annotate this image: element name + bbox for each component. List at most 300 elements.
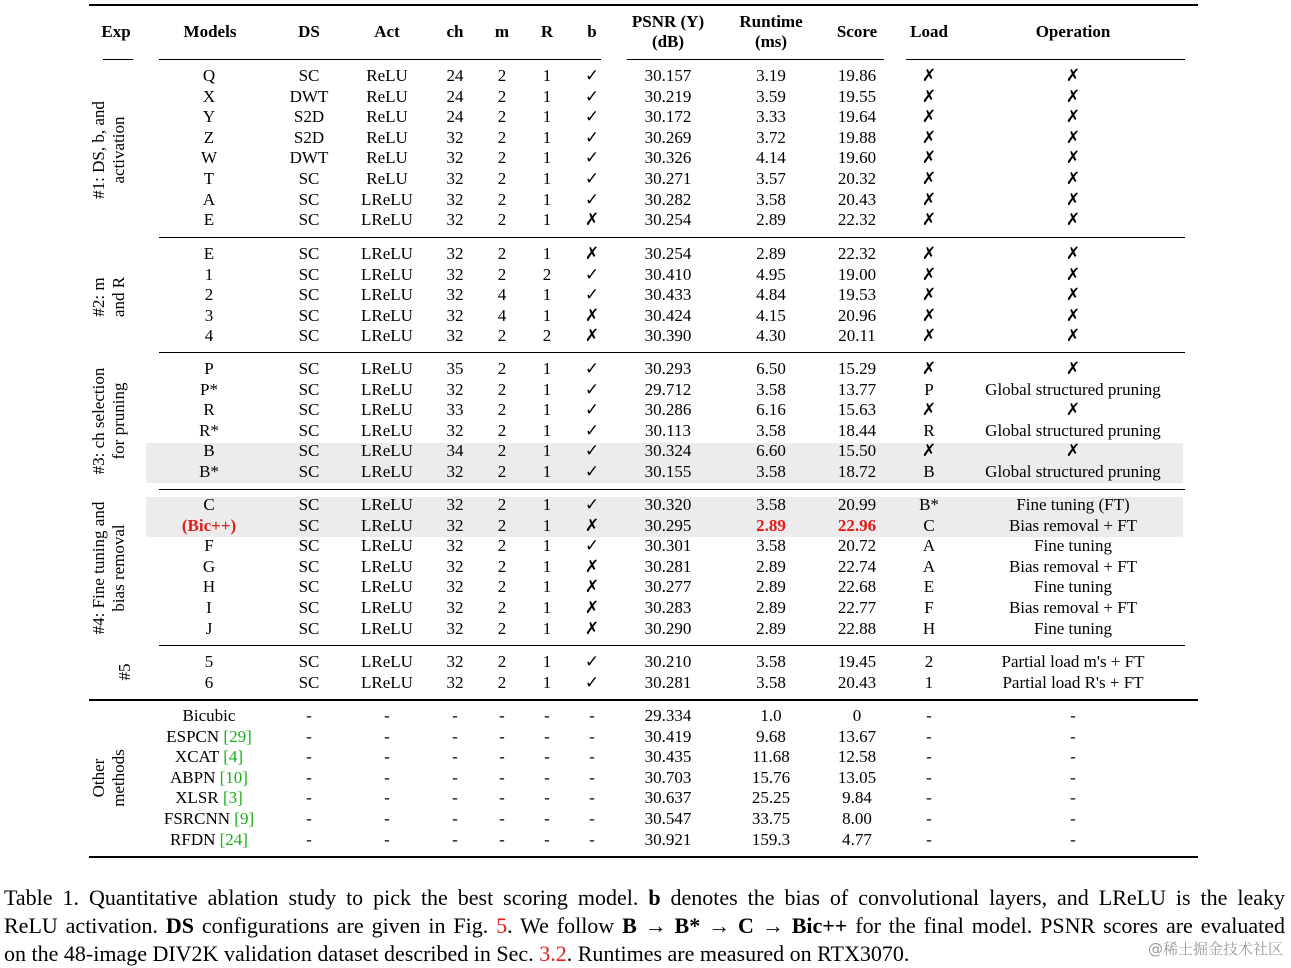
cell-psnr: 30.219 [644, 86, 692, 106]
cell-r: - [544, 747, 550, 767]
cell-psnr: 30.113 [644, 420, 692, 440]
cell-ds: SC [298, 495, 320, 514]
header-runtime-line1: Runtime [739, 12, 803, 31]
cell-model: I [206, 598, 212, 617]
cell-ds: SC [298, 285, 320, 305]
cell-ds: SC [298, 359, 320, 378]
cell-load: P [924, 379, 934, 399]
cell-r: - [544, 788, 550, 808]
cell-ds: SC [298, 66, 320, 85]
cell-r: 1 [542, 107, 552, 127]
cell-ch: 32 [446, 536, 464, 556]
cell-score: 19.45 [837, 652, 877, 671]
cell-m: 2 [497, 462, 507, 481]
cell-psnr: 30.254 [644, 210, 692, 230]
cell-score: 19.86 [837, 66, 877, 85]
cell-model: (Bic++) [181, 515, 237, 535]
cell-act: LReLU [361, 379, 413, 399]
group-label-text: activation [109, 116, 128, 184]
cell-psnr: 30.637 [644, 788, 692, 808]
cell-load: ✗ [921, 127, 937, 147]
cell-b: ✓ [584, 148, 600, 168]
caption-line: Table 1. Quantitative ablation study to pick the best scoring model. b denotes the bias of convolutional layers, and LReLU is the leaky [4, 885, 1285, 910]
cell-r: 1 [542, 244, 552, 263]
cell-model: J [205, 618, 213, 638]
cell-r: - [544, 767, 550, 787]
cell-ds: SC [298, 672, 320, 692]
cell-runtime: 6.50 [756, 359, 786, 378]
cell-load: - [926, 788, 932, 808]
cell-psnr: 30.435 [644, 747, 692, 767]
cell-ds: SC [298, 556, 320, 576]
cell-m: 2 [497, 86, 507, 106]
cell-score: 20.43 [837, 672, 877, 692]
cell-b: - [589, 726, 595, 746]
cell-b: ✓ [584, 169, 600, 188]
header-rule-exp [103, 59, 133, 60]
cell-score: 19.60 [837, 148, 877, 168]
cell-b: ✓ [584, 127, 600, 147]
cell-op: - [1070, 747, 1076, 767]
cell-load: 2 [924, 652, 934, 671]
cell-score: 22.77 [837, 598, 877, 617]
cell-m: - [499, 829, 505, 849]
cell-m: 2 [497, 264, 507, 284]
cell-op: - [1070, 788, 1076, 808]
cell-op: ✗ [1065, 305, 1081, 325]
cell-act: ReLU [366, 169, 408, 188]
cell-op: Global structured pruning [985, 462, 1161, 481]
cell-score: 13.67 [837, 726, 877, 746]
cell-act: - [384, 726, 390, 746]
cell-b: ✓ [584, 420, 600, 440]
cell-op: Partial load m's + FT [1001, 652, 1145, 671]
cell-op: - [1070, 726, 1076, 746]
cell-model: T [203, 169, 215, 188]
cell-b: ✓ [584, 189, 600, 209]
group-label-6 [89, 749, 129, 807]
cell-r: - [544, 829, 550, 849]
cell-psnr: 30.324 [644, 441, 692, 461]
cell-r: 1 [542, 495, 552, 514]
cell-load: ✗ [921, 400, 937, 420]
cell-act: - [384, 706, 390, 725]
cell-psnr: 29.334 [644, 706, 692, 725]
cell-model: P* [200, 379, 218, 399]
cell-load: ✗ [921, 148, 937, 168]
cell-ch: 32 [446, 285, 464, 305]
cell-score: 18.44 [837, 420, 877, 440]
cell-psnr: 30.547 [644, 809, 692, 828]
cell-op: Bias removal + FT [1008, 556, 1138, 576]
cell-op: - [1070, 829, 1076, 849]
cell-r: 1 [542, 305, 552, 325]
cell-act: LReLU [361, 556, 413, 576]
cell-runtime: 4.30 [756, 326, 786, 346]
model-name: XCAT [174, 747, 220, 767]
cell-runtime: 2.89 [756, 515, 786, 535]
cell-load: ✗ [921, 359, 937, 378]
group-label-text: #5 [115, 663, 134, 681]
cell-act: LReLU [361, 285, 413, 305]
cell-load: ✗ [921, 210, 937, 230]
cell-r: - [544, 809, 550, 828]
cell-runtime: 3.58 [756, 462, 786, 481]
cell-op: - [1070, 809, 1076, 828]
cell-act: LReLU [361, 189, 413, 209]
cell-load: B* [919, 495, 939, 514]
cell-ds: - [306, 726, 312, 746]
cell-ds: SC [298, 652, 320, 671]
cell-psnr: 30.424 [644, 305, 692, 325]
cell-psnr: 30.210 [644, 652, 692, 671]
cell-op: Fine tuning [1034, 536, 1112, 556]
group-label-text: #4: Fine tuning and [89, 501, 108, 635]
watermark: @稀土掘金技术社区 [1147, 940, 1283, 958]
cell-ch: 32 [446, 189, 464, 209]
cell-runtime: 3.58 [756, 652, 786, 671]
cell-load: E [923, 577, 935, 597]
cell-act: - [384, 767, 390, 787]
cell-ds: SC [298, 536, 320, 556]
cell-load: ✗ [921, 107, 937, 127]
cell-m: 2 [497, 556, 507, 576]
cell-load: ✗ [921, 326, 937, 346]
cell-score: 4.77 [842, 829, 872, 849]
header-runtime-line2: (ms) [754, 32, 788, 51]
cell-psnr: 30.254 [644, 244, 692, 263]
cell-act: LReLU [361, 264, 413, 284]
cell-act: LReLU [361, 359, 413, 378]
cell-op: ✗ [1065, 107, 1081, 127]
cell-psnr: 30.271 [644, 169, 692, 188]
header-operation: Operation [1035, 22, 1111, 41]
cell-psnr: 30.155 [644, 462, 692, 481]
cell-runtime: 2.89 [756, 598, 786, 617]
cell-load: ✗ [921, 189, 937, 209]
group-separator [159, 237, 1185, 238]
group-separator [159, 352, 1185, 353]
cell-ds: SC [298, 441, 320, 461]
cell-act: - [384, 809, 390, 828]
cell-ds: - [306, 747, 312, 767]
cell-ch: 32 [446, 577, 464, 597]
cell-b: - [589, 767, 595, 787]
cell-r: - [544, 706, 550, 725]
cell-r: 1 [542, 598, 552, 617]
group-label-1 [89, 101, 129, 199]
cell-runtime: 4.15 [756, 305, 786, 325]
cell-b: ✓ [584, 66, 600, 85]
cell-ch: 32 [446, 515, 464, 535]
cell-act: LReLU [361, 618, 413, 638]
cell-b: ✓ [584, 359, 600, 378]
cell-act: LReLU [361, 441, 413, 461]
cell-b: ✓ [584, 264, 600, 284]
cell-op: ✗ [1065, 244, 1081, 263]
cell-m: 2 [497, 441, 507, 461]
cell-r: 1 [542, 536, 552, 556]
citation-link[interactable]: [4] [223, 747, 244, 767]
cell-load: ✗ [921, 441, 937, 461]
section-link[interactable]: 3.2 [539, 941, 567, 966]
caption-line: ReLU activation. DS configurations are given in Fig. 5. We follow B → B* → C → Bic++ for the final model. PSNR scores are evaluated [4, 913, 1286, 938]
cell-model: R [203, 400, 215, 420]
cell-model: 5 [204, 652, 214, 671]
cell-model [170, 768, 248, 788]
cell-score: 22.96 [837, 515, 877, 535]
cell-m: 2 [497, 326, 507, 346]
cell-op: ✗ [1065, 400, 1081, 420]
cell-act: LReLU [361, 244, 413, 263]
cell-r: 1 [542, 66, 552, 85]
cell-op: Partial load R's + FT [1002, 672, 1144, 692]
citation-link[interactable]: [9] [234, 809, 255, 828]
group-label-text: #3: ch selection [89, 367, 108, 475]
cell-runtime: 6.16 [756, 400, 786, 420]
cell-score: 13.05 [837, 767, 877, 787]
cell-runtime: 3.57 [756, 169, 786, 188]
cell-ds: SC [298, 210, 320, 230]
cell-ch: - [452, 788, 458, 808]
cell-act: ReLU [366, 148, 408, 168]
cell-b: ✓ [584, 652, 600, 671]
cell-load: ✗ [921, 86, 937, 106]
other-methods-rule [89, 699, 1198, 701]
header-rule-main [159, 59, 601, 60]
group-label-text: and R [109, 276, 128, 318]
cell-load: - [926, 726, 932, 746]
cell-ch: 32 [446, 495, 464, 514]
cell-ch: - [452, 726, 458, 746]
cell-score: 0 [852, 706, 862, 725]
cell-psnr: 30.283 [644, 598, 692, 617]
model-name: RFDN [170, 829, 216, 849]
cell-score: 20.11 [838, 326, 876, 346]
cell-load: - [926, 829, 932, 849]
citation-link[interactable]: [10] [219, 767, 248, 787]
header-ch: ch [446, 22, 464, 41]
header-runtime [739, 12, 802, 52]
cell-ds: DWT [289, 148, 329, 168]
header-exp: Exp [101, 22, 131, 41]
cell-act: - [384, 788, 390, 808]
cell-act: LReLU [361, 420, 413, 440]
header-psnr-line1: PSNR (Y) [631, 12, 705, 31]
cell-r: 1 [542, 400, 552, 420]
cell-score: 19.53 [837, 285, 877, 305]
cell-psnr: 30.157 [644, 66, 692, 85]
citation-link[interactable]: [3] [222, 788, 243, 808]
cell-score: 20.32 [837, 169, 877, 188]
cell-m: 2 [497, 148, 507, 168]
cell-op: ✗ [1065, 210, 1081, 230]
cell-b: - [589, 788, 595, 808]
group-label-3 [89, 368, 129, 475]
group-label-text: #1: DS, b, and [89, 101, 108, 199]
cell-model: R* [199, 420, 219, 440]
cell-m: 2 [497, 515, 507, 535]
cell-score: 15.29 [837, 359, 877, 378]
cell-model: C [203, 495, 215, 514]
cell-op: ✗ [1065, 148, 1081, 168]
cell-psnr: 30.433 [644, 285, 692, 305]
cell-runtime: 6.60 [756, 441, 786, 461]
cell-op: Bias removal + FT [1008, 598, 1138, 617]
cell-m: 4 [497, 285, 507, 305]
cell-ds: SC [298, 169, 320, 188]
cell-model: E [203, 244, 215, 263]
cell-runtime: 9.68 [756, 726, 786, 746]
cell-score: 20.96 [837, 305, 877, 325]
group-separator [159, 645, 1185, 646]
cell-r: 1 [542, 148, 552, 168]
cell-psnr: 30.320 [644, 495, 692, 514]
cell-ch: - [452, 767, 458, 787]
header-b: b [587, 22, 597, 41]
cell-b: ✓ [584, 400, 600, 420]
cell-score: 22.74 [837, 556, 877, 576]
cell-model: W [200, 148, 218, 168]
cell-m: 2 [497, 359, 507, 378]
cell-model [175, 788, 243, 808]
cell-runtime: 3.33 [756, 107, 786, 127]
cell-ch: 32 [446, 556, 464, 576]
cell-r: 1 [542, 420, 552, 440]
cell-runtime: 3.59 [756, 86, 786, 106]
cell-b: ✓ [584, 495, 600, 514]
group-label-text: Other [89, 758, 108, 798]
cell-ch: 24 [446, 107, 464, 127]
cell-ch: 32 [446, 652, 464, 671]
citation-link[interactable]: [24] [219, 829, 248, 849]
cell-r: 1 [542, 515, 552, 535]
cell-ch: 32 [446, 618, 464, 638]
cell-op: - [1070, 767, 1076, 787]
cell-r: - [544, 726, 550, 746]
cell-r: 2 [542, 326, 552, 346]
cell-b: ✓ [584, 86, 600, 106]
cell-model [164, 809, 254, 829]
cell-ch: - [452, 747, 458, 767]
cell-score: 9.84 [842, 788, 872, 808]
cell-score: 15.63 [837, 400, 877, 420]
cell-m: 2 [497, 618, 507, 638]
cell-score: 22.68 [837, 577, 877, 597]
cell-b: ✗ [584, 515, 600, 535]
cell-r: 1 [542, 577, 552, 597]
cell-op: ✗ [1065, 189, 1081, 209]
cell-b: ✓ [584, 379, 600, 399]
cell-ds: SC [298, 400, 320, 420]
cell-psnr: 29.712 [644, 379, 692, 399]
cell-act: LReLU [361, 598, 413, 617]
group-label-text: #2: m [89, 277, 108, 317]
cell-model: Z [203, 127, 215, 147]
cell-op: Global structured pruning [985, 379, 1161, 399]
cell-act: ReLU [366, 107, 408, 127]
cell-psnr: 30.295 [644, 515, 692, 535]
cell-load: R [923, 420, 935, 440]
cell-op: ✗ [1065, 169, 1081, 188]
header-psnr-line2: (dB) [651, 32, 685, 51]
citation-link[interactable]: [29] [223, 726, 252, 746]
cell-ch: 32 [446, 305, 464, 325]
cell-act: LReLU [361, 577, 413, 597]
cell-ds: SC [298, 598, 320, 617]
cell-score: 8.00 [842, 809, 872, 828]
cell-m: - [499, 726, 505, 746]
cell-r: 1 [542, 189, 552, 209]
cell-ch: 35 [446, 359, 464, 378]
cell-score: 19.64 [837, 107, 877, 127]
cell-load: A [922, 556, 936, 576]
cell-m: - [499, 706, 505, 725]
cell-r: 1 [542, 210, 552, 230]
cell-act: ReLU [366, 127, 408, 147]
header-r: R [540, 22, 554, 41]
cell-runtime: 33.75 [751, 809, 791, 828]
cell-score: 18.72 [837, 462, 877, 481]
cell-runtime: 11.68 [752, 747, 790, 767]
cell-runtime: 3.19 [756, 66, 786, 85]
group-label-text: methods [109, 749, 128, 807]
cell-psnr: 30.281 [644, 556, 692, 576]
cell-runtime: 2.89 [756, 577, 786, 597]
cell-ch: 32 [446, 244, 464, 263]
cell-psnr: 30.290 [644, 618, 692, 638]
model-name: ABPN [170, 767, 216, 787]
cell-load: - [926, 747, 932, 767]
cell-op: ✗ [1065, 441, 1081, 461]
cell-model: P [204, 359, 214, 378]
cell-m: 2 [497, 536, 507, 556]
cell-op: Fine tuning [1034, 618, 1112, 638]
cell-op: ✗ [1065, 264, 1081, 284]
cell-m: 2 [497, 189, 507, 209]
cell-score: 19.00 [837, 264, 877, 284]
cell-b: ✓ [584, 462, 600, 481]
cell-ds: - [306, 788, 312, 808]
cell-ds: S2D [293, 107, 325, 127]
model-name: ESPCN [166, 726, 220, 746]
group-label-5 [115, 664, 135, 681]
figure-link[interactable]: 5 [496, 913, 508, 938]
cell-score: 20.72 [837, 536, 877, 556]
cell-ch: 24 [446, 86, 464, 106]
cell-ds: SC [298, 515, 320, 535]
cell-ch: 32 [446, 420, 464, 440]
cell-op: ✗ [1065, 127, 1081, 147]
cell-load: ✗ [921, 244, 937, 263]
cell-act: LReLU [361, 495, 413, 514]
cell-runtime: 2.89 [756, 556, 786, 576]
cell-ch: 32 [446, 598, 464, 617]
cell-psnr: 30.326 [644, 148, 692, 168]
header-act: Act [374, 22, 400, 41]
cell-score: 19.55 [837, 86, 877, 106]
cell-psnr: 30.419 [644, 726, 692, 746]
cell-b: - [589, 829, 595, 849]
cell-op: ✗ [1065, 66, 1081, 85]
cell-model: G [202, 556, 216, 576]
cell-ds: SC [298, 379, 320, 399]
table-caption [4, 884, 1285, 968]
cell-ds: - [306, 829, 312, 849]
cell-load: H [922, 618, 936, 638]
cell-b: ✗ [584, 244, 600, 263]
cell-m: 4 [497, 305, 507, 325]
